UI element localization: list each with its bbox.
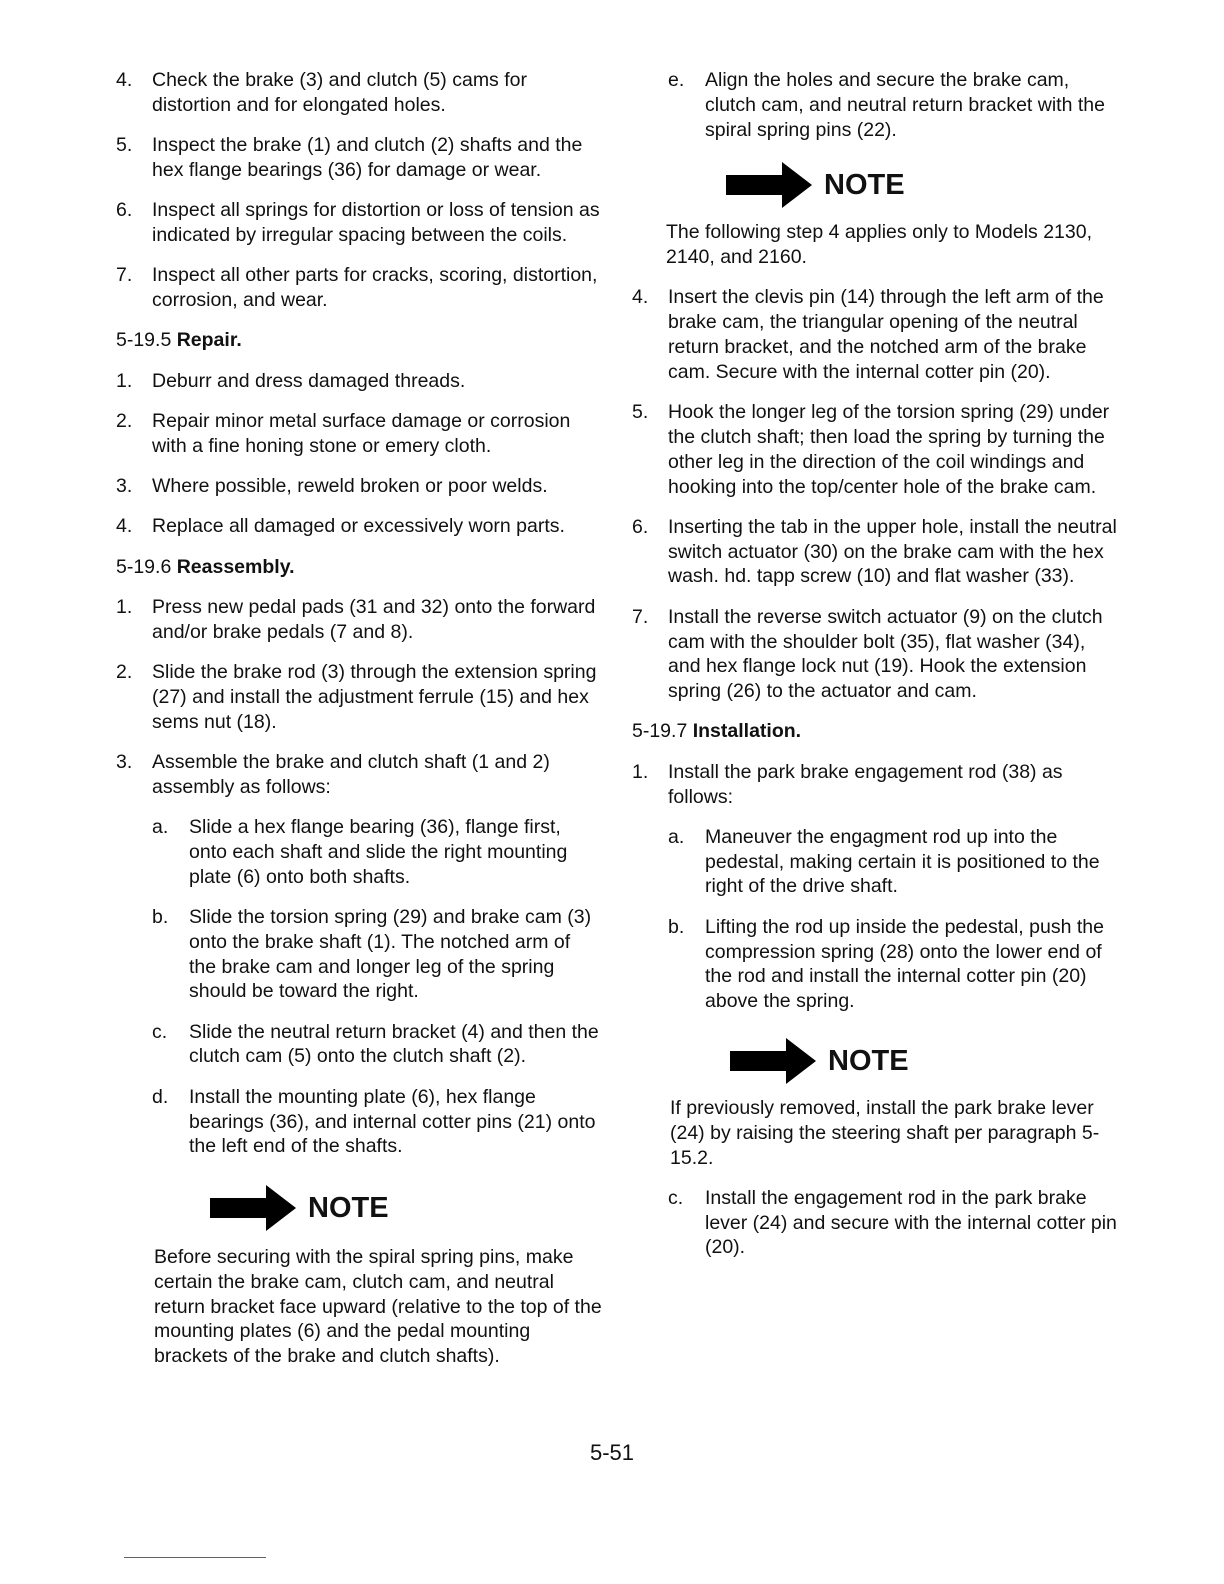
- sub-item: [668, 68, 1118, 142]
- sub-item: [152, 1085, 602, 1159]
- list-item: [116, 68, 602, 118]
- item-text: Slide a hex flange bearing (36), flange first, onto each shaft and slide the right mounting plate (6) onto both shafts.: [189, 816, 568, 888]
- item-text: Inspect the brake (1) and clutch (2) shafts and the hex flange bearings (36) for damage or wear.: [152, 134, 583, 181]
- sub-item: [152, 815, 602, 889]
- list-item: [116, 750, 602, 800]
- section-title: Reassembly.: [176, 555, 295, 578]
- item-text: Install the engagement rod in the park brake lever (24) and secure with the internal cotter pin (20).: [705, 1186, 1117, 1259]
- section-number: 5-19.6: [116, 555, 172, 578]
- item-letter: c.: [152, 1020, 168, 1043]
- list-item: [116, 514, 602, 539]
- item-number: 1.: [632, 760, 649, 783]
- arrow-right-icon: [210, 1185, 296, 1231]
- arrow-right-icon: [730, 1038, 816, 1084]
- section-number: 5-19.7: [632, 720, 688, 743]
- item-text: Slide the torsion spring (29) and brake cam (3) onto the brake shaft (1). The notched arm of the brake cam and longer leg of the spring should be toward the right.: [189, 905, 592, 1003]
- right-column: [632, 68, 1118, 1260]
- item-text: Align the holes and secure the brake cam, clutch cam, and neutral return bracket with the spiral spring pins (22).: [705, 69, 1105, 141]
- item-text: Deburr and dress damaged threads.: [152, 369, 466, 392]
- list-item: [632, 285, 1118, 384]
- list-item: [116, 660, 602, 734]
- note-title: NOTE: [308, 1191, 389, 1224]
- arrow-right-icon: [726, 162, 812, 208]
- sub-item: [668, 915, 1118, 1014]
- item-letter: a.: [668, 825, 685, 848]
- item-number: 5.: [116, 134, 133, 157]
- section-heading-reassembly: [116, 555, 602, 580]
- item-text: Install the reverse switch actuator (9) on the clutch cam with the shoulder bolt (35), flat washer (34), and hex flange lock nut (19). Hook the extension spring (26) to the actuator and cam.: [668, 605, 1103, 703]
- item-text: Replace all damaged or excessively worn parts.: [152, 515, 565, 538]
- note-title: NOTE: [824, 168, 905, 201]
- item-number: 1.: [116, 595, 133, 618]
- item-number: 1.: [116, 369, 133, 392]
- item-text: Install the mounting plate (6), hex flange bearings (36), and internal cotter pins (21) onto the left end of the shafts.: [189, 1085, 596, 1158]
- item-text: Inspect all springs for distortion or loss of tension as indicated by irregular spacing between the coils.: [152, 199, 600, 246]
- item-text: Assemble the brake and clutch shaft (1 and 2) assembly as follows:: [152, 750, 550, 798]
- list-item: [632, 515, 1118, 589]
- list-item: [116, 595, 602, 645]
- item-text: Where possible, reweld broken or poor welds.: [152, 475, 548, 498]
- list-item: [116, 198, 602, 248]
- list-item: [116, 409, 602, 459]
- item-number: 3.: [116, 750, 133, 773]
- item-text: Install the park brake engagement rod (38) as follows:: [668, 760, 1063, 808]
- item-letter: b.: [668, 915, 685, 938]
- item-number: 5.: [632, 401, 649, 424]
- page-number: 5-51: [589, 1440, 635, 1465]
- item-number: 2.: [116, 661, 133, 684]
- item-letter: b.: [152, 905, 169, 928]
- item-number: 4.: [116, 69, 133, 91]
- sub-item: [668, 825, 1118, 899]
- note-header: [726, 162, 1118, 208]
- note-header: [210, 1185, 602, 1231]
- item-number: 6.: [116, 199, 133, 222]
- item-number: 2.: [116, 409, 133, 432]
- item-text: Insert the clevis pin (14) through the left arm of the brake cam, the triangular opening of the neutral return bracket, and the notched arm of the brake cam. Secure with the internal cotter pin (20).: [668, 286, 1104, 383]
- list-item: [116, 474, 602, 499]
- note-text: If previously removed, install the park brake lever (24) by raising the steering shaft per paragraph 5-15.2.: [670, 1096, 1100, 1169]
- item-text: Slide the brake rod (3) through the extension spring (27) and install the adjustment ferrule (15) and hex sems nut (18).: [152, 661, 597, 733]
- item-number: 4.: [632, 286, 649, 309]
- section-heading-installation: [632, 719, 1118, 744]
- item-number: 4.: [116, 515, 133, 538]
- note-header: [730, 1038, 1118, 1084]
- sub-item: [152, 905, 602, 1004]
- item-text: Press new pedal pads (31 and 32) onto the forward and/or brake pedals (7 and 8).: [152, 595, 596, 643]
- left-column: [116, 68, 602, 1369]
- list-item: [116, 369, 602, 394]
- item-number: 6.: [632, 515, 649, 538]
- item-text: Slide the neutral return bracket (4) and then the clutch cam (5) onto the clutch shaft (2).: [189, 1020, 599, 1068]
- section-title: Installation.: [692, 720, 802, 743]
- sub-item: [668, 1186, 1118, 1260]
- item-letter: c.: [668, 1186, 684, 1209]
- item-number: 7.: [116, 264, 133, 287]
- item-letter: e.: [668, 69, 685, 91]
- item-number: 7.: [632, 605, 649, 628]
- item-text: Repair minor metal surface damage or corrosion with a fine honing stone or emery cloth.: [152, 409, 571, 457]
- item-text: Hook the longer leg of the torsion spring (29) under the clutch shaft; then load the spring by turning the other leg in the direction of the coil windings and hooking into the top/center hole of the brake cam.: [668, 401, 1110, 498]
- sub-item: [152, 1020, 602, 1070]
- list-item: [632, 400, 1118, 499]
- list-item: [116, 133, 602, 183]
- section-title: Repair.: [176, 329, 242, 352]
- item-text: Inspect all other parts for cracks, scoring, distortion, corrosion, and wear.: [152, 264, 598, 312]
- item-text: Lifting the rod up inside the pedestal, push the compression spring (28) onto the lower end of the rod and install the internal cotter pin (20) above the spring.: [705, 915, 1104, 1013]
- list-item: [116, 263, 602, 313]
- note-text: Before securing with the spiral spring pins, make certain the brake cam, clutch cam, and neutral return bracket face upward (relative to the top of the mounting plates (6) and the pedal mounting brackets of the brake and clutch shafts).: [154, 1246, 602, 1368]
- footer-divider: [124, 1557, 266, 1558]
- note-text: The following step 4 applies only to Models 2130, 2140, and 2160.: [666, 221, 1093, 269]
- section-number: 5-19.5: [116, 329, 172, 352]
- item-text: Inserting the tab in the upper hole, install the neutral switch actuator (30) on the brake cam with the hex wash. hd. tapp screw (10) and flat washer (33).: [668, 515, 1117, 588]
- item-text: Check the brake (3) and clutch (5) cams for distortion and for elongated holes.: [152, 69, 527, 116]
- item-letter: a.: [152, 816, 169, 839]
- list-item: [632, 760, 1118, 810]
- note-title: NOTE: [828, 1044, 909, 1077]
- item-letter: d.: [152, 1085, 169, 1108]
- item-number: 3.: [116, 475, 133, 498]
- list-item: [632, 605, 1118, 704]
- item-text: Maneuver the engagment rod up into the pedestal, making certain it is positioned to the right of the drive shaft.: [705, 825, 1100, 898]
- section-heading-repair: [116, 328, 602, 353]
